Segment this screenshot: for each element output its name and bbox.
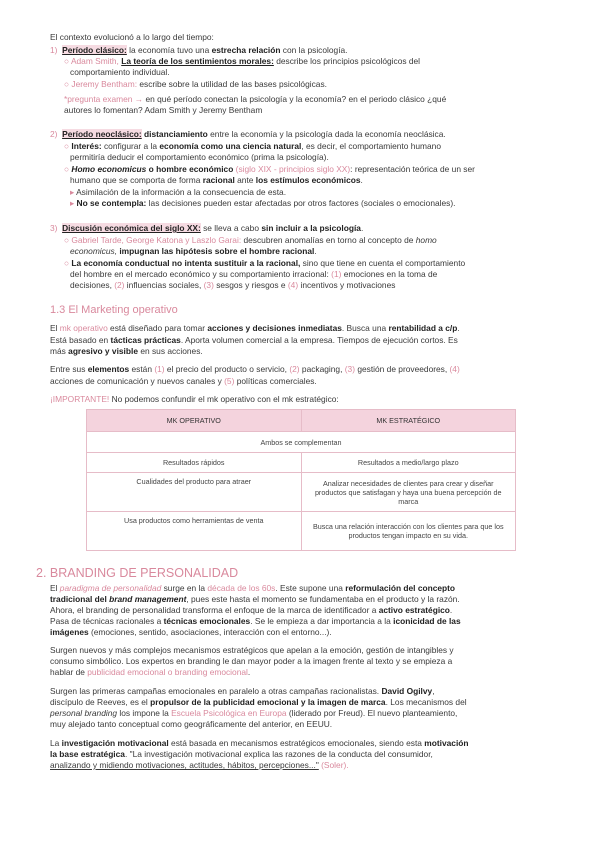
br-b2: consumo simbólico. Los expertos en branding le dan mayor poder a la imagen frente al texto y se empieza a: [50, 656, 453, 666]
no-contempla: No se contempla:: [76, 198, 147, 208]
homo-economicus: Homo economicus: [71, 164, 147, 174]
homo-racional: racional: [202, 175, 235, 185]
base-estrategica: la base estratégica: [50, 749, 125, 759]
s3-authors-cont: economicus, impugnan las hipótesis sobre el hombre racional.: [70, 246, 317, 256]
br-d3: [50, 760, 349, 771]
investigacion-motivacional: investigación motivacional: [61, 738, 169, 748]
cond3a: decisiones,: [70, 280, 115, 290]
mk-e2: acciones de comunicación y nuevos canales y (5) políticas comerciales.: [50, 376, 317, 386]
soler-quote: analizando y midiendo motivaciones, actitudes, hábitos, percepciones...": [50, 760, 319, 770]
s3-line: 3) Discusión económica del siglo XX: se lleva a cabo sin incluir a la psicología.: [50, 223, 364, 233]
table-header-row: [87, 410, 516, 432]
s1-line: [50, 45, 348, 56]
br-d2: la base estratégica. "La investigación motivacional explica las razones de la conducta del consumidor,: [50, 749, 433, 759]
s2-homo-cont: humano que se comporta de forma racional ante los estímulos económicos.: [70, 175, 363, 185]
homo-cont1: humano que se comporta de forma: [70, 175, 203, 185]
s1-question: [64, 94, 446, 105]
tecnicas-emocionales: técnicas emocionales: [163, 616, 251, 626]
s1-bold: estrecha relación: [211, 45, 281, 55]
tacticas-bold: tácticas prácticas: [110, 335, 181, 345]
decada: década de los 60s: [207, 583, 276, 593]
no-contempla-text: las decisiones pueden estar afectadas por otros factores (sociales o emocionales).: [146, 198, 456, 208]
s2-number: 2): [50, 129, 58, 139]
interes-label: Interés:: [71, 141, 102, 151]
br-c2: discípulo de Reeves, es el propulsor de la publicidad emocional y la imagen de marca. Los mecanismos del: [50, 697, 467, 707]
c3: sesgos y riesgos e: [213, 280, 288, 290]
s2-line: [50, 129, 446, 140]
paradigma: paradigma de personalidad: [59, 583, 162, 593]
activo-estrategico: activo estratégico: [378, 605, 450, 615]
s3-conductual: ○ La economía conductual no intenta sustituir a la racional, sino que tiene en cuenta el comportamiento: [64, 258, 466, 268]
propulsor: propulsor de la publicidad emocional y la imagen de marca: [150, 697, 386, 707]
s1-text: la economía tuvo una: [126, 45, 212, 55]
br-b1: Surgen nuevos y más complejos mecanismos estratégicos que apelan a la emoción, gestión de intangibles y: [50, 645, 454, 655]
s2-text: entre la economía y la psicología dada la economía neoclásica.: [207, 129, 446, 139]
publicidad-emocional: publicidad emocional o branding emocional: [87, 667, 248, 677]
s2-interes: ○ Interés: configurar a la economía como una ciencia natural, es decir, el comportamiento humano: [64, 141, 441, 151]
cell-r2b: Analizar necesidades de clientes para crear y diseñar productos que satisfagan y haya una buena percepción de marca: [301, 473, 516, 512]
table-row: [87, 432, 516, 453]
heading-1-3: 1.3 El Marketing operativo: [50, 304, 178, 316]
s2-title: Período neoclásico:: [62, 129, 142, 139]
agresivo-bold: agresivo y visible: [68, 346, 138, 356]
question-text: en qué período conectan la psicología y la economía? en el periodo clásico ¿qué: [143, 94, 447, 104]
soler: (Soler).: [318, 760, 349, 770]
hombre-economico: o hombre económico: [146, 164, 234, 174]
bentham-desc: escribe sobre la utilidad de las bases psicológicas.: [137, 79, 327, 89]
brand-management: brand management: [109, 594, 187, 604]
cell-r2a: Cualidades del producto para atraer: [87, 473, 302, 512]
n2: (2): [114, 280, 125, 290]
authors-desc: descubren anomalías en torno al concepto de: [241, 235, 416, 245]
n4: (4): [287, 280, 299, 290]
economicus-word: economicus,: [70, 246, 118, 256]
adam-desc: describe los principios psicológicos del: [273, 56, 421, 66]
homo-word: homo: [415, 235, 437, 245]
conductual-text: sino que tiene en cuenta el comportamiento: [300, 258, 466, 268]
authors: Gabriel Tarde, George Katona y Laszlo Garai:: [71, 235, 242, 245]
c2: influencias sociales,: [124, 280, 204, 290]
homo-date: (siglo XIX - principios siglo XX): [233, 164, 351, 174]
s1-end: con la psicología.: [280, 45, 348, 55]
rentabilidad-bold: rentabilidad a c/p: [388, 323, 458, 333]
br-b3: hablar de publicidad emocional o branding emocional.: [50, 667, 251, 677]
br-d1: La investigación motivacional está basada en mecanismos estratégicos emocionales, siendo esta motivación: [50, 738, 469, 748]
s1-question-cont: autores lo fomentan? Adam Smith y Jeremy Bentham: [64, 105, 263, 115]
n3: (3): [203, 280, 214, 290]
s3-authors: ○ Gabriel Tarde, George Katona y Laszlo Garai: descubren anomalías en torno al concepto de homo: [64, 235, 437, 245]
mk-e1: Entre sus elementos están (1) el precio del producto o servicio, (2) packaging, (3) gestión de proveedores, (4): [50, 364, 460, 374]
cell-r3b: Busca una relación interacción con los clientes para que los productos tengan impacto en su vida.: [301, 512, 516, 551]
importante-label: ¡IMPORTANTE!: [50, 394, 110, 404]
homo-cont2: ante: [234, 175, 256, 185]
br-a4: Pasa de técnicas racionales a técnicas emocionales. Se le empieza a dar importancia a la iconicidad de las: [50, 616, 461, 626]
mk-p2: Está basado en tácticas prácticas. Aporta volumen comercial a la empresa. Tiempos de ejecución cortos. Es: [50, 335, 458, 345]
homo-desc: : representación teórica de un ser: [350, 164, 475, 174]
jeremy-bentham: Jeremy Bentham:: [71, 79, 138, 89]
s2-homo: ○ Homo economicus o hombre económico (siglo XIX - principios siglo XX): representación teórica de un ser: [64, 164, 475, 174]
s2-noc: ▸ No se contempla: las decisiones pueden estar afectadas por otros factores (sociales o emocionales).: [70, 198, 456, 208]
s3-number: 3): [50, 223, 58, 233]
cell-r1a: Resultados rápidos: [87, 453, 302, 473]
importante-text: No podemos confundir el mk operativo con el mk estratégico:: [109, 394, 339, 404]
table-row: [87, 453, 516, 473]
escuela-psicologica: Escuela Psicológica en Europa: [171, 708, 287, 718]
br-a2: tradicional del brand management, pues este hasta el momento se fundamentaba en el producto y la razón.: [50, 594, 460, 604]
adam-smith: Adam Smith,: [70, 56, 119, 66]
mk-importante: [50, 394, 339, 405]
s1-adam-cont: comportamiento individual.: [70, 67, 170, 77]
s3-conductual-2: [70, 269, 437, 280]
br-a5: imágenes (emociones, sentido, asociaciones, interacción con el entorno...).: [50, 627, 332, 637]
br-c3: personal branding los impone la Escuela Psicológica en Europa (liderado por Freud). El nuevo planteamiento,: [50, 708, 458, 718]
th-operativo: MK OPERATIVO: [87, 410, 302, 432]
n1: (1): [331, 269, 342, 279]
mk-operativo: mk operativo: [59, 323, 108, 333]
s1-title: Período clásico:: [62, 45, 127, 55]
br-c4: muy alejado tanto conceptual como geográficamente del anterior, en EEUU.: [50, 719, 333, 729]
table-row: [87, 512, 516, 551]
s2-bold: distanciamiento: [144, 129, 208, 139]
s1-adam: ○ Adam Smith, La teoría de los sentimientos morales: describe los principios psicológicos del: [64, 56, 421, 66]
s3-text: se lleva a cabo: [200, 223, 262, 233]
mk-comparison-table: [86, 409, 516, 551]
br-c1: Surgen las primeras campañas emocionales en paralelo a otras campañas racionalistas. David Ogilvy,: [50, 686, 435, 696]
cond2: del hombre en el mercado económico y su comportamiento irracional:: [70, 269, 332, 279]
table-row: [87, 473, 516, 512]
personal-branding: personal branding: [50, 708, 118, 718]
s1-number: 1): [50, 45, 58, 55]
s3-conductual-3: [70, 280, 395, 291]
david-ogilvy: David Ogilvy: [381, 686, 433, 696]
asimilacion: Asimilación de la información a la consecuencia de esta.: [76, 187, 287, 197]
intro-text: El contexto evolucionó a lo largo del tiempo:: [50, 32, 214, 42]
mk-p3: más agresivo y visible en sus acciones.: [50, 346, 203, 356]
acciones-bold: acciones y decisiones inmediatas: [207, 323, 342, 333]
question-label: *pregunta examen →: [64, 94, 144, 104]
cell-r3a: Usa productos como herramientas de venta: [87, 512, 302, 551]
interes-bold: economía como una ciencia natural: [159, 141, 302, 151]
conductual-bold: La economía conductual no intenta sustituir a la racional,: [71, 258, 301, 268]
s2-asim: ▸ Asimilación de la información a la consecuencia de esta.: [70, 187, 287, 197]
br-a1: El paradigma de personalidad surge en la década de los 60s. Este supone una reformulación del concepto: [50, 583, 456, 593]
impugnan: impugnan las hipótesis sobre el hombre racional: [117, 246, 315, 256]
adam-work: La teoría de los sentimientos morales:: [121, 56, 274, 66]
s1-bentham: ○ Jeremy Bentham: escribe sobre la utilidad de las bases psicológicas.: [64, 79, 327, 89]
s2-interes-cont: permitiría deducir el comportamiento económico (prima la psicología).: [70, 152, 329, 162]
interes-text: configurar a la: [101, 141, 160, 151]
elementos-bold: elementos: [87, 364, 130, 374]
cell-r1b: Resultados a medio/largo plazo: [301, 453, 516, 473]
th-estrategico: MK ESTRATÉGICO: [301, 410, 516, 432]
c1: emociones en la toma de: [341, 269, 438, 279]
homo-estimulos: los estímulos económicos: [255, 175, 361, 185]
cell-both: Ambos se complementan: [87, 432, 516, 453]
s3-bold: sin incluir a la psicología: [261, 223, 361, 233]
br-a3: Ahora, el branding de personalidad transforma el enfoque de la marca de identificador a activo estratégico.: [50, 605, 453, 615]
interes-end: , es decir, el comportamiento humano: [301, 141, 441, 151]
heading-2: 2. BRANDING DE PERSONALIDAD: [36, 566, 239, 580]
s3-title: Discusión económica del siglo XX:: [62, 223, 201, 233]
c4: incentivos y motivaciones: [298, 280, 396, 290]
mk-p1: El mk operativo está diseñado para tomar acciones y decisiones inmediatas. Busca una rentabilidad a c/p.: [50, 323, 460, 333]
